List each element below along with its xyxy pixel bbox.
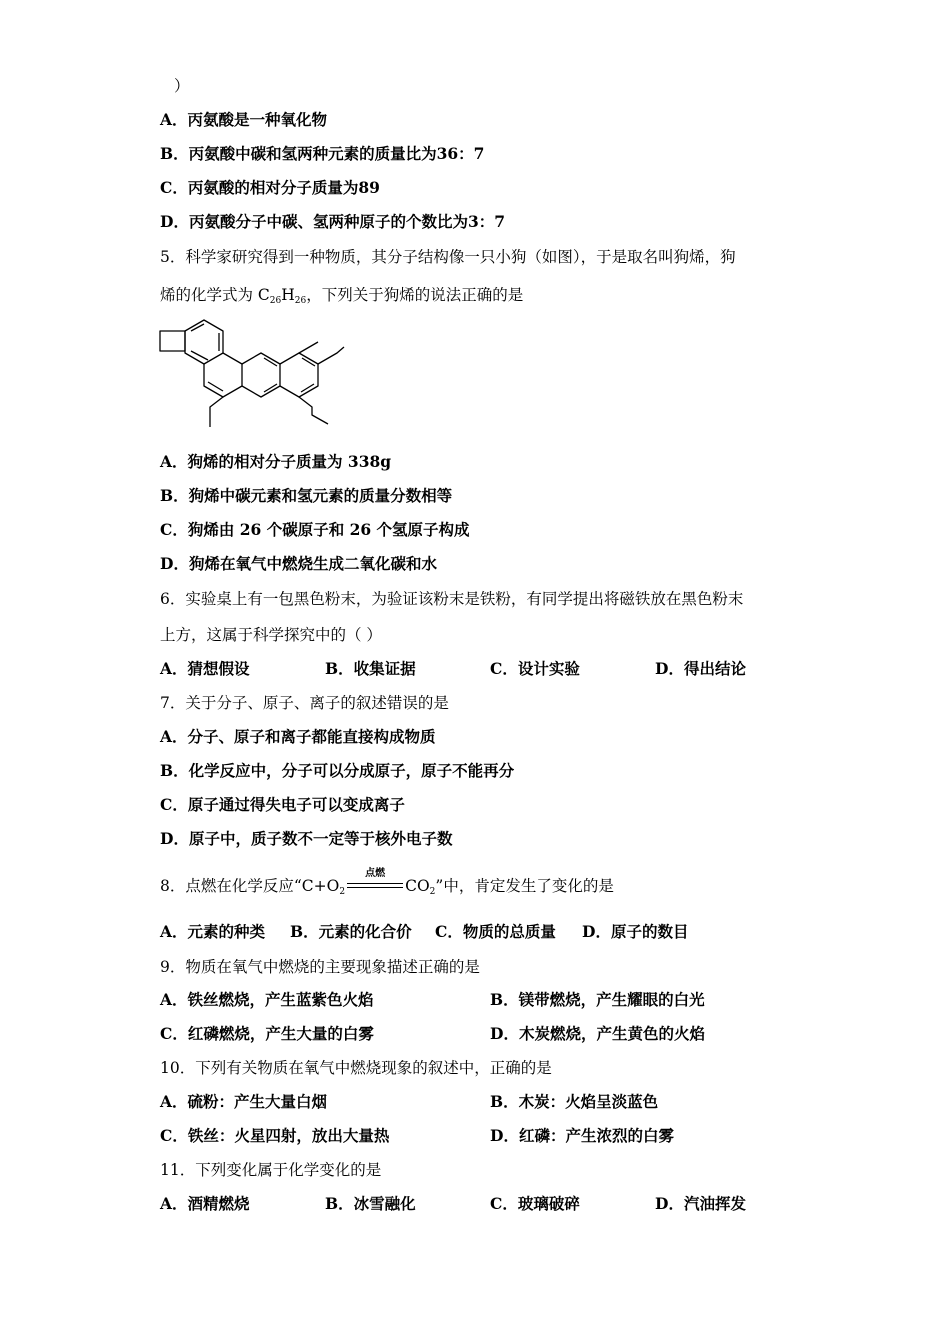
q7-option-d: D．原子中，质子数不一定等于核外电子数 (160, 829, 453, 848)
q6-option-b: B．收集证据 (325, 659, 416, 678)
q11-stem: 11．下列变化属于化学变化的是 (160, 1161, 382, 1179)
q9-option-a: A．铁丝燃烧，产生蓝紫色火焰 (160, 990, 374, 1009)
q5-option-a: A．狗烯的相对分子质量为 338g (160, 452, 392, 471)
q8-stem: 8．点燃在化学反应“$C+O_2$ 点燃 $CO_2$”中，肯定发生了变化的是 (160, 876, 614, 896)
q6-stem-line1: 6．实验桌上有一包黑色粉末，为验证该粉末是铁粉，有同学提出将磁铁放在黑色粉末 (160, 590, 744, 608)
q4-option-c: C．丙氨酸的相对分子质量为89 (160, 178, 380, 197)
q9-option-d: D．木炭燃烧，产生黄色的火焰 (490, 1024, 705, 1043)
reaction-arrow (345, 868, 405, 896)
q7-option-b: B．化学反应中，分子可以分成原子，原子不能再分 (160, 761, 515, 780)
q8-option-c: C．物质的总质量 (435, 922, 556, 941)
q5-option-b: B．狗烯中碳元素和氢元素的质量分数相等 (160, 486, 453, 505)
q7-option-a: A．分子、原子和离子都能直接构成物质 (160, 727, 436, 746)
q6-option-a: A．猜想假设 (160, 659, 250, 678)
q10-stem: 10．下列有关物质在氧气中燃烧现象的叙述中，正确的是 (160, 1059, 552, 1077)
q11-option-d: D．汽油挥发 (655, 1194, 746, 1213)
q6-option-d: D．得出结论 (655, 659, 746, 678)
q11-option-a: A．酒精燃烧 (160, 1194, 250, 1213)
q6-option-c: C．设计实验 (490, 659, 580, 678)
q10-option-b: B．木炭：火焰呈淡蓝色 (490, 1092, 659, 1111)
q4-option-d: D．丙氨酸分子中碳、氢两种原子的个数比为3：7 (160, 212, 506, 231)
q4-option-a: A．丙氨酸是一种氧化物 (160, 110, 328, 129)
q5-stem-line2: 烯的化学式为 $C_{26}H_{26}$，下列关于狗烯的说法正确的是 (160, 286, 524, 306)
q9-option-c: C．红磷燃烧，产生大量的白雾 (160, 1024, 374, 1043)
q5-option-c: C．狗烯由 26 个碳原子和 26 个氢原子构成 (160, 520, 470, 539)
q9-option-b: B．镁带燃烧，产生耀眼的白光 (490, 990, 705, 1009)
q9-stem: 9．物质在氧气中燃烧的主要现象描述正确的是 (160, 958, 480, 976)
q10-option-d: D．红磷：产生浓烈的白雾 (490, 1126, 674, 1145)
q8-option-a: A．元素的种类 (160, 922, 266, 941)
q6-stem-line2: 上方，这属于科学探究中的（ ） (160, 626, 382, 644)
q7-option-c: C．原子通过得失电子可以变成离子 (160, 795, 405, 814)
q10-option-c: C．铁丝：火星四射，放出大量热 (160, 1126, 390, 1145)
reaction-condition: 点燃 (365, 868, 386, 879)
dog-ene-structure-diagram (150, 312, 360, 432)
q11-option-c: C．玻璃破碎 (490, 1194, 580, 1213)
q8-option-d: D．原子的数目 (582, 922, 689, 941)
q11-option-b: B．冰雪融化 (325, 1194, 416, 1213)
q5-stem-line1: 5．科学家研究得到一种物质，其分子结构像一只小狗（如图），于是取名叫狗烯，狗 (160, 248, 736, 266)
q4-close-paren: ） (174, 77, 190, 95)
q10-option-a: A．硫粉：产生大量白烟 (160, 1092, 328, 1111)
q7-stem: 7．关于分子、原子、离子的叙述错误的是 (160, 694, 449, 712)
q5-option-d: D．狗烯在氧气中燃烧生成二氧化碳和水 (160, 554, 437, 573)
q8-option-b: B．元素的化合价 (290, 922, 412, 941)
q4-option-b: B．丙氨酸中碳和氢两种元素的质量比为36：7 (160, 144, 485, 163)
